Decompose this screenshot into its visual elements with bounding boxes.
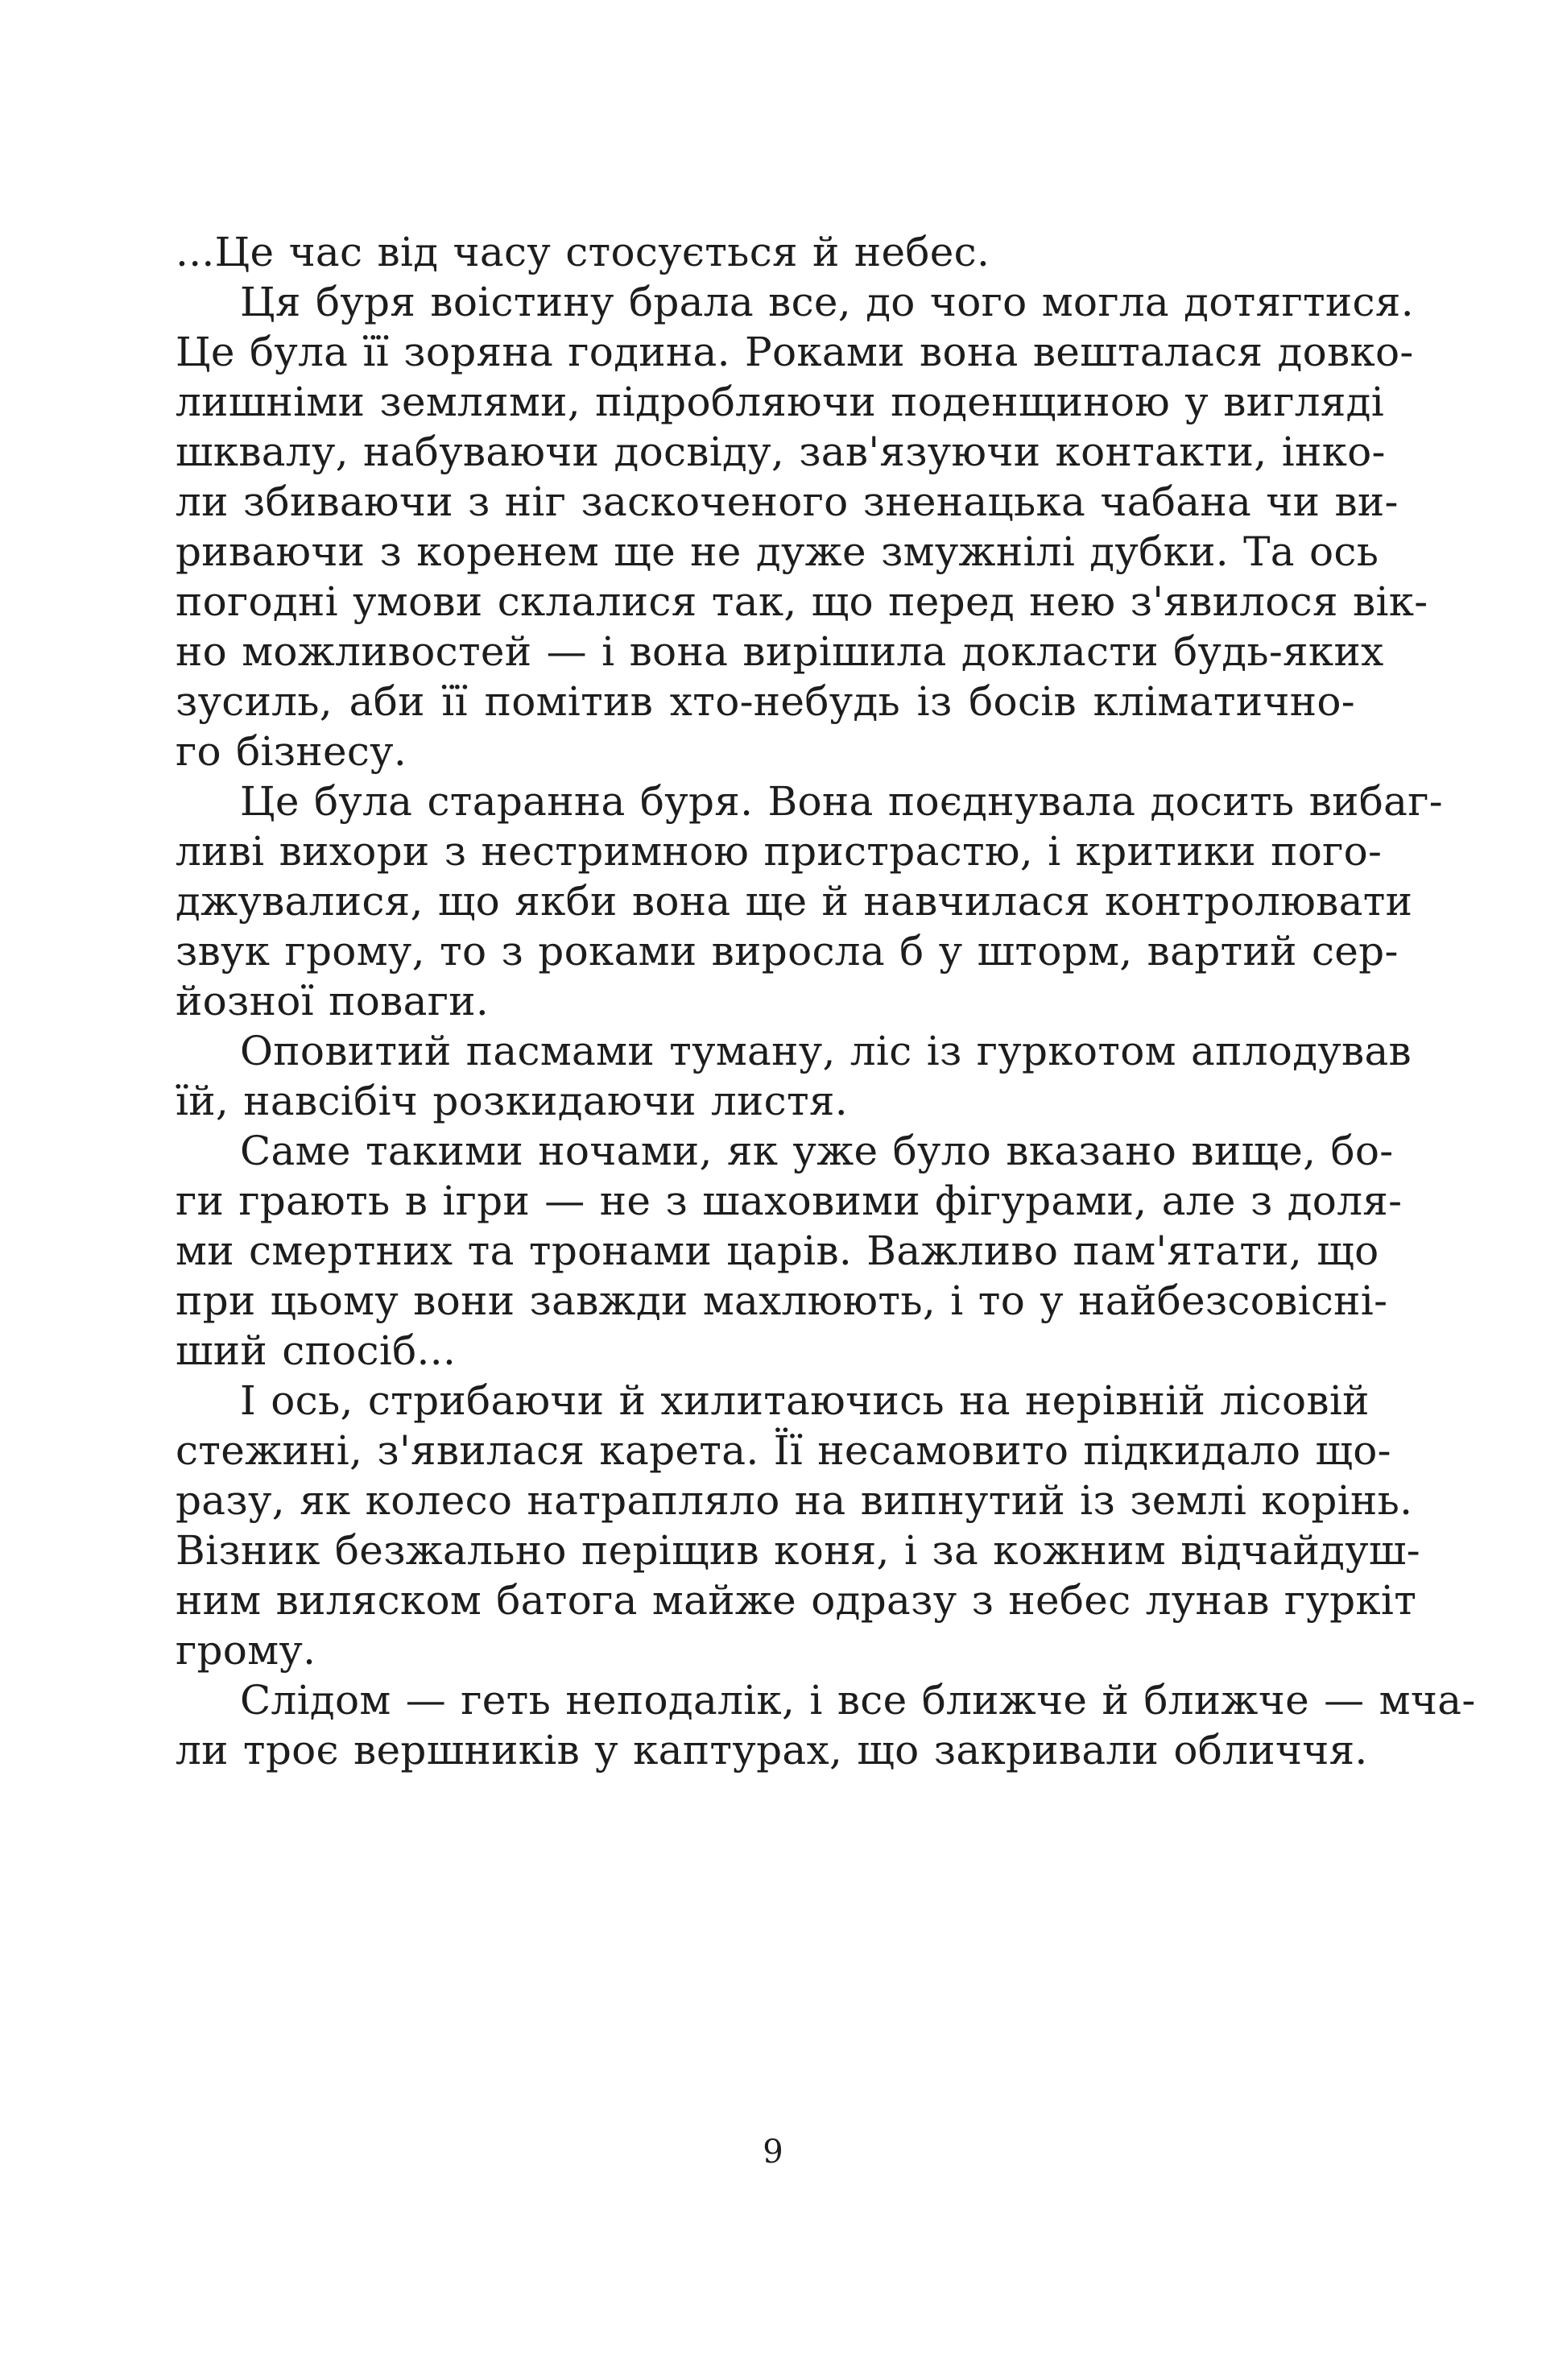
text-line: зусиль, аби її помітив хто-небудь із босів кліматично- <box>176 678 1355 725</box>
paragraph-2 <box>176 277 1428 776</box>
text-line: джувалися, що якби вона ще й навчилася контролювати <box>176 878 1413 925</box>
text-line: ли збиваючи з ніг заскоченого зненацька чабана чи ви- <box>176 478 1399 525</box>
text-line: го бізнесу. <box>176 728 407 775</box>
text-line: погодні умови склалися так, що перед нею з'явилося вік- <box>176 578 1428 625</box>
paragraph-3 <box>176 776 1443 1026</box>
text-line: йозної поваги. <box>176 978 490 1024</box>
text-line: Візник безжально періщив коня, і за кожним відчайдуш- <box>176 1527 1420 1574</box>
text-line: Ця буря воістину брала все, до чого могла дотягтися. <box>240 279 1414 325</box>
paragraph-5 <box>176 1126 1403 1376</box>
text-line: Це була її зоряна година. Роками вона вешталася довко- <box>176 329 1414 375</box>
text-line: ли троє вершників у каптурах, що закривали обличчя. <box>176 1727 1368 1774</box>
text-line: стежині, з'явилася карета. Її несамовито підкидало що- <box>176 1427 1391 1474</box>
text-line: лишніми землями, підробляючи поденщиною у вигляді <box>176 379 1385 425</box>
text-line: шквалу, набуваючи досвіду, зав'язуючи контакти, інко- <box>176 428 1386 475</box>
text-line: звук грому, то з роками виросла б у шторм, вартий сер- <box>176 928 1399 975</box>
text-line: риваючи з коренем ще не дуже змужнілі дубки. Та ось <box>176 528 1379 575</box>
text-line: Слідом — геть неподалік, і все ближче й ближче — мча- <box>240 1677 1476 1724</box>
text-line: ...Це час від часу стосується й небес. <box>176 229 990 275</box>
text-line: Саме такими ночами, як уже було вказано вище, бо- <box>240 1128 1394 1174</box>
text-line: но можливостей — і вона вирішила докласти будь-яких <box>176 628 1384 675</box>
paragraph-4 <box>176 1026 1412 1126</box>
text-line: ги грають в ігри — не з шаховими фігурами, але з доля- <box>176 1178 1403 1224</box>
paragraph-1 <box>176 227 1355 277</box>
text-line: при цьому вони завжди махлюють, і то у найбезсовісні- <box>176 1277 1388 1324</box>
text-line: Це була старанна буря. Вона поєднувала досить вибаг- <box>240 778 1443 825</box>
text-line: ним виляском батога майже одразу з небес лунав гуркіт <box>176 1577 1417 1624</box>
text-line: ший спосіб... <box>176 1327 457 1374</box>
paragraph-7 <box>176 1675 1476 1775</box>
paragraph-6 <box>176 1376 1420 1675</box>
text-line: разу, як колесо натрапляло на випнутий із землі корінь. <box>176 1477 1413 1524</box>
text-line: ливі вихори з нестримною пристрастю, і критики пого- <box>176 828 1383 875</box>
text-line: грому. <box>176 1627 316 1674</box>
page-number: 9 <box>763 2134 783 2171</box>
text-line: ми смертних та тронами царів. Важливо пам'ятати, що <box>176 1227 1379 1274</box>
text-body <box>176 227 1476 1775</box>
text-line: І ось, стрибаючи й хилитаючись на нерівній лісовій <box>240 1377 1370 1424</box>
text-line: Оповитий пасмами туману, ліс із гуркотом аплодував <box>240 1028 1412 1074</box>
text-line: їй, навсібіч розкидаючи листя. <box>176 1078 848 1124</box>
